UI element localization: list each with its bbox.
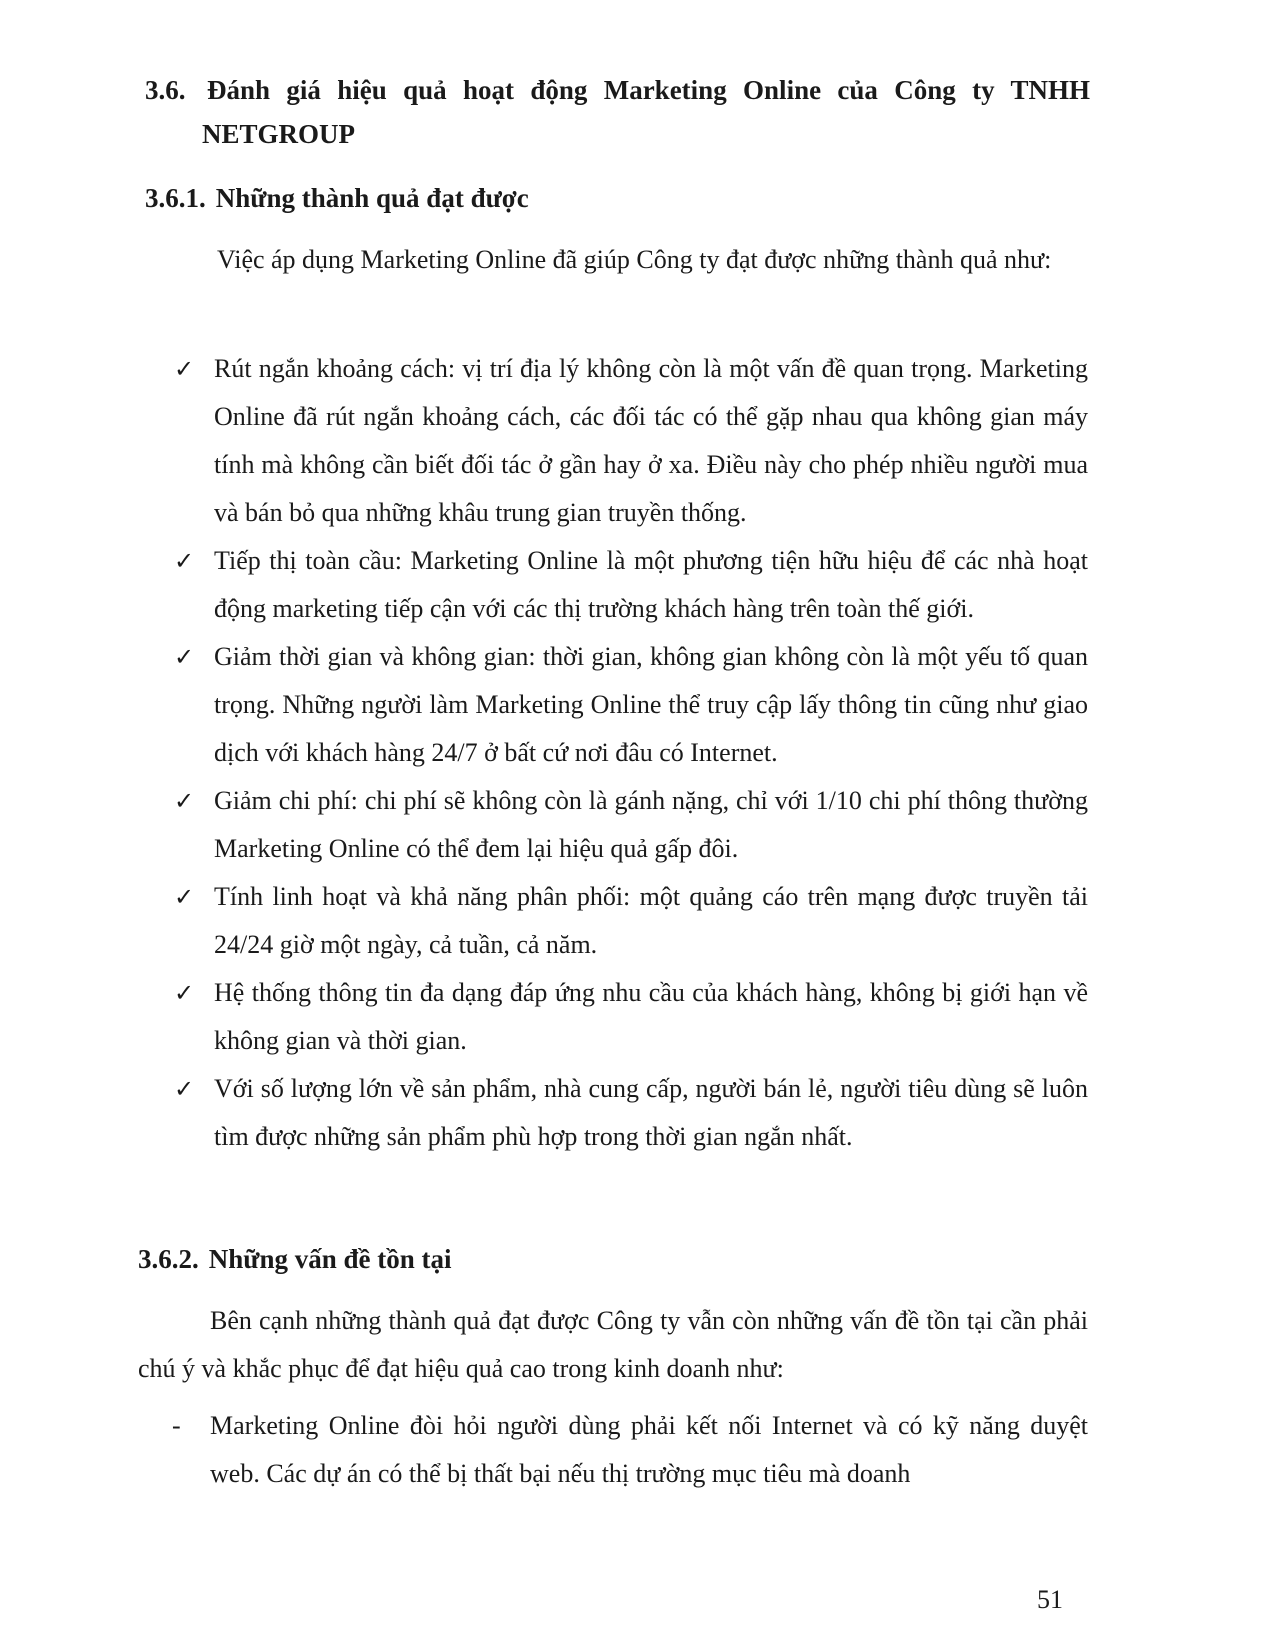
subsection2-heading bbox=[138, 1237, 452, 1281]
subsection2-number: 3.6.2. bbox=[138, 1244, 199, 1274]
subsection2-title: Những vấn đề tồn tại bbox=[208, 1244, 452, 1274]
page-number: 51 bbox=[1037, 1585, 1063, 1614]
checkmark-icon: ✓ bbox=[174, 355, 195, 383]
section-title-line2: NETGROUP bbox=[202, 119, 356, 149]
achievements-list bbox=[172, 345, 1088, 1161]
checkmark-icon: ✓ bbox=[174, 883, 195, 911]
list-item bbox=[172, 537, 1088, 633]
list-item-text: Hệ thống thông tin đa dạng đáp ứng nhu cầu của khách hàng, không bị giới hạn về không gian và thời gian. bbox=[214, 978, 1088, 1055]
checkmark-icon: ✓ bbox=[174, 1075, 195, 1103]
dash-bullet-icon: - bbox=[172, 1411, 181, 1440]
list-item bbox=[172, 1065, 1088, 1161]
list-item bbox=[172, 345, 1088, 537]
list-item bbox=[172, 969, 1088, 1065]
list-item bbox=[172, 777, 1088, 873]
list-item-text: Marketing Online đòi hỏi người dùng phải kết nối Internet và có kỹ năng duyệt web. Các dự án có thể bị thất bại nếu thị trường mục tiêu mà doanh bbox=[210, 1411, 1088, 1488]
subsection2-intro: Bên cạnh những thành quả đạt được Công ty vẫn còn những vấn đề tồn tại cần phải chú ý và khắc phục để đạt hiệu quả cao trong kinh doanh như: bbox=[138, 1306, 1088, 1383]
subsection1-intro: Việc áp dụng Marketing Online đã giúp Công ty đạt được những thành quả như: bbox=[217, 245, 1052, 274]
list-item-text: Giảm chi phí: chi phí sẽ không còn là gánh nặng, chỉ với 1/10 chi phí thông thường Marketing Online có thể đem lại hiệu quả gấp đôi. bbox=[214, 786, 1088, 863]
list-item-text: Rút ngắn khoảng cách: vị trí địa lý không còn là một vấn đề quan trọng. Marketing Online đã rút ngắn khoảng cách, các đối tác có thể gặp nhau qua không gian máy tính mà không cần biết đối tác ở gần hay ở xa. Điều này cho phép nhiều người mua và bán bỏ qua những khâu trung gian truyền thống. bbox=[214, 354, 1088, 527]
issues-list bbox=[168, 1402, 1088, 1498]
list-item-text: Với số lượng lớn về sản phẩm, nhà cung cấp, người bán lẻ, người tiêu dùng sẽ luôn tìm được những sản phẩm phù hợp trong thời gian ngắn nhất. bbox=[214, 1074, 1088, 1151]
section-heading bbox=[145, 68, 1090, 156]
checkmark-icon: ✓ bbox=[174, 547, 195, 575]
list-item-text: Tiếp thị toàn cầu: Marketing Online là một phương tiện hữu hiệu để các nhà hoạt động marketing tiếp cận với các thị trường khách hàng trên toàn thế giới. bbox=[214, 546, 1088, 623]
subsection1-heading bbox=[145, 176, 529, 220]
list-item bbox=[172, 633, 1088, 777]
section-title-line1: Đánh giá hiệu quả hoạt động Marketing Online của Công ty TNHH bbox=[207, 75, 1090, 105]
checkmark-icon: ✓ bbox=[174, 787, 195, 815]
checkmark-icon: ✓ bbox=[174, 979, 195, 1007]
subsection1-number: 3.6.1. bbox=[145, 183, 206, 213]
list-item-text: Tính linh hoạt và khả năng phân phối: một quảng cáo trên mạng được truyền tải 24/24 giờ một ngày, cả tuần, cả năm. bbox=[214, 882, 1088, 959]
list-item bbox=[168, 1402, 1088, 1498]
subsection1-title: Những thành quả đạt được bbox=[215, 183, 529, 213]
list-item-text: Giảm thời gian và không gian: thời gian, không gian không còn là một yếu tố quan trọng. Những người làm Marketing Online thể truy cập lấy thông tin cũng như giao dịch với khách hàng 24/7 ở bất cứ nơi đâu có Internet. bbox=[214, 642, 1088, 767]
section-number: 3.6. bbox=[145, 75, 186, 105]
checkmark-icon: ✓ bbox=[174, 643, 195, 671]
list-item bbox=[172, 873, 1088, 969]
